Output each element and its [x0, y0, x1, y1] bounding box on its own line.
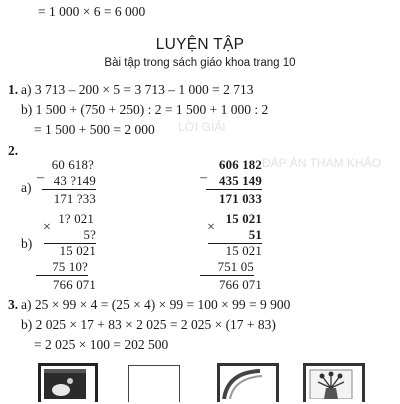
2b-left-product: 766 071: [53, 278, 96, 292]
2a-left-subtrahend: 43 ?149: [42, 174, 96, 190]
picture-frame-curve: [217, 363, 279, 402]
exercise-1b-line2: = 1 500 + 500 = 2 000: [34, 122, 155, 137]
2b-right-multiplier: 51: [208, 228, 262, 244]
multiplication-sign-left: ×: [43, 220, 51, 235]
subtraction-sign-right: –: [200, 170, 207, 185]
2a-right-minuend: 606 182: [219, 158, 262, 172]
2b-right-partial-1: 15 021: [225, 244, 262, 258]
exercise-1b-line1: b) 1 500 + (750 + 250) : 2 = 1 500 + 1 000 : 2: [21, 102, 269, 117]
exercise-2-number: 2.: [8, 143, 19, 158]
exercise-1-number: 1.: [8, 82, 19, 97]
2b-right-partial-2: 751 05: [200, 260, 254, 276]
section-subtitle: Bài tập trong sách giáo khoa trang 10: [104, 57, 296, 69]
2b-left-partial-1: 15 021: [59, 244, 96, 258]
2b-right-product: 766 071: [219, 278, 262, 292]
exercise-3a: a) 25 × 99 × 4 = (25 × 4) × 99 = 100 × 99 = 9 900: [21, 297, 291, 312]
exercise-2b-label: b): [21, 236, 33, 251]
2b-left-multiplicand: 1? 021: [58, 212, 94, 226]
2b-right-multiplicand: 15 021: [225, 212, 262, 226]
picture-frame-dark-image: [41, 366, 89, 399]
picture-frame-plain: [128, 365, 180, 402]
2a-left-minuend: 60 618?: [51, 158, 94, 172]
exercise-2a-label: a): [21, 180, 32, 195]
2b-left-partial-2: 75 10?: [36, 260, 88, 276]
picture-frame-dark: [38, 363, 98, 402]
bleed-through-text-1: LỜI GIẢI: [178, 120, 226, 134]
exercise-1a: a) 3 713 – 200 × 5 = 3 713 – 1 000 = 2 713: [21, 82, 254, 97]
multiplication-sign-right: ×: [207, 220, 215, 235]
2a-right-subtrahend: 435 149: [206, 174, 262, 190]
bleed-through-text-2: ĐÁP ÁN THAM KHẢO: [262, 156, 381, 170]
2a-left-difference: 171 ?33: [53, 192, 96, 206]
picture-frame-vase-image: [306, 366, 356, 399]
exercise-3-number: 3.: [8, 297, 19, 312]
exercise-3b-line2: = 2 025 × 100 = 202 500: [34, 337, 169, 352]
picture-frame-vase: [303, 363, 365, 402]
2b-left-multiplier: 5?: [44, 228, 96, 244]
top-equation: = 1 000 × 6 = 6 000: [38, 4, 146, 19]
section-title: LUYỆN TẬP: [155, 36, 245, 53]
exercise-3b-line1: b) 2 025 × 17 + 83 × 2 025 = 2 025 × (17 + 83): [21, 317, 276, 332]
subtraction-sign-left: –: [37, 170, 44, 185]
2a-right-difference: 171 033: [219, 192, 262, 206]
picture-frame-curve-image: [220, 366, 270, 399]
